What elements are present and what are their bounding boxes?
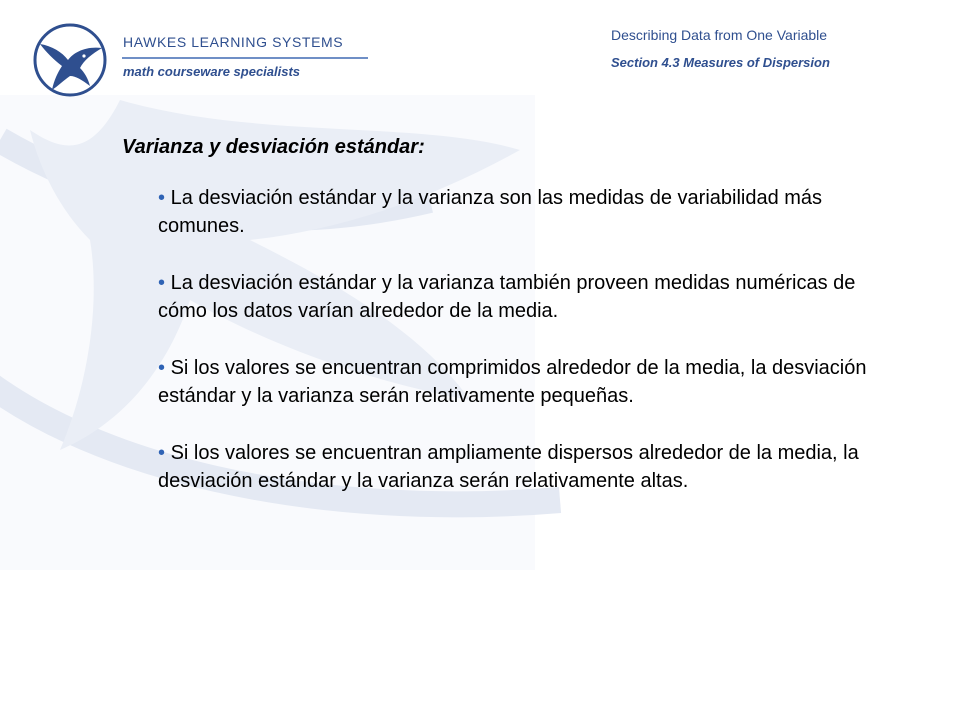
bullet-list — [158, 184, 880, 524]
bullet-text: La desviación estándar y la varianza son las medidas de variabilidad más comunes. — [158, 187, 823, 237]
bullet-item — [158, 269, 880, 325]
eagle-logo-icon — [32, 22, 108, 98]
bullet-text: Si los valores se encuentran comprimidos alrededor de la media, la desviación estándar y la varianza serán relativamente pequeñas. — [158, 357, 867, 407]
brand-divider — [122, 57, 368, 59]
slide-title: Varianza y desviación estándar: — [122, 136, 425, 158]
bullet-item — [158, 439, 880, 495]
bullet-icon: • — [158, 187, 166, 209]
chapter-title: Describing Data from One Variable — [611, 27, 828, 43]
section-title: Section 4.3 Measures of Dispersion — [611, 55, 830, 70]
brand-tagline: math courseware specialists — [123, 64, 301, 79]
bullet-text: La desviación estándar y la varianza también proveen medidas numéricas de cómo los datos varían alrededor de la media. — [158, 272, 856, 322]
brand-name: HAWKES LEARNING SYSTEMS — [123, 34, 344, 50]
bullet-item — [158, 184, 880, 240]
bullet-icon: • — [158, 442, 166, 464]
bullet-icon: • — [158, 272, 166, 294]
bullet-icon: • — [158, 357, 166, 379]
bullet-text: Si los valores se encuentran ampliamente dispersos alrededor de la media, la desviación estándar y la varianza serán relativamente altas. — [158, 442, 859, 492]
bullet-item — [158, 354, 880, 410]
